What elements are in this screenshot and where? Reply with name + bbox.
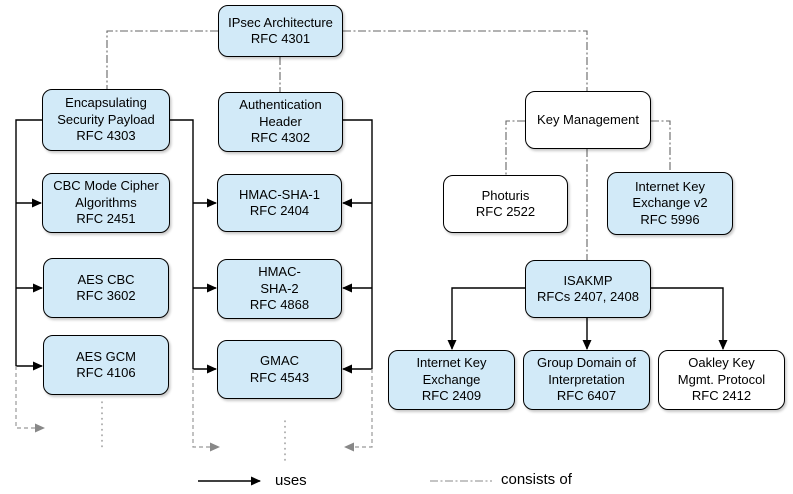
node-label-line: Algorithms: [75, 194, 137, 210]
node-gmac: [217, 340, 342, 399]
node-authentication-header: [218, 92, 343, 152]
node-group-domain-of-interpretation: [523, 350, 650, 410]
node-label-line: RFC 2404: [249, 203, 310, 218]
node-label-line: RFC 4543: [249, 369, 310, 385]
node-label-line: RFC 5996: [640, 211, 700, 227]
node-label-line: Key Management: [537, 111, 639, 127]
node-label-line: RFC 4106: [76, 365, 136, 380]
node-label-line: Exchange: [422, 371, 481, 387]
node-cbc-mode-cipher: [42, 173, 170, 233]
node-label-line: RFC 2409: [421, 388, 482, 404]
node-label-line: RFC 6407: [556, 388, 617, 404]
node-label-line: RFCs 2407, 2408: [537, 289, 639, 304]
node-label-line: Mgmt. Protocol: [677, 371, 766, 387]
node-label-line: RFC 2451: [76, 211, 136, 227]
legend-consists-of-label: consists of: [501, 471, 572, 488]
node-label-line: CBC Mode Cipher: [53, 178, 159, 194]
node-label-line: Oakley Key: [688, 355, 755, 371]
node-label-line: HMAC-SHA-1: [239, 186, 320, 202]
node-label-line: IPsec Architecture: [228, 14, 333, 30]
node-hmac-sha-1: [217, 174, 342, 232]
node-label-line: Internet Key: [416, 355, 487, 371]
node-label-line: RFC 4303: [76, 128, 136, 144]
node-label-line: Authentication: [239, 97, 322, 113]
node-label-line: AES CBC: [77, 271, 135, 287]
node-label-line: ISAKMP: [563, 272, 613, 288]
node-label-line: RFC 4302: [250, 130, 311, 146]
node-label-line: Group Domain of: [537, 355, 636, 371]
node-key-management: [525, 91, 651, 149]
node-internet-key-exchange: [388, 350, 515, 410]
node-label-line: Security Payload: [57, 111, 155, 127]
node-photuris: [443, 175, 568, 233]
continuation-dotted-lines: [102, 402, 285, 464]
node-label-line: Interpretation: [548, 371, 625, 387]
node-esp: [42, 89, 170, 151]
node-label-line: Header: [259, 113, 302, 129]
node-label-line: RFC 4301: [250, 31, 311, 46]
node-label-line: SHA-2: [260, 280, 299, 296]
node-label-line: Encapsulating: [65, 95, 147, 111]
node-label-line: RFC 3602: [76, 288, 136, 303]
node-label-line: RFC 4868: [249, 297, 310, 313]
node-internet-key-exchange-v2: [607, 172, 733, 235]
node-label-line: RFC 2412: [691, 388, 752, 404]
node-label-line: GMAC: [260, 353, 299, 368]
node-label-line: HMAC-: [258, 264, 301, 280]
node-label-line: Photuris: [481, 187, 530, 203]
node-aes-cbc: [43, 258, 169, 318]
node-label-line: AES GCM: [76, 348, 136, 364]
node-label-line: Internet Key: [634, 178, 706, 194]
legend-uses-label: uses: [275, 472, 307, 489]
node-oakley-key-mgmt-protocol: [658, 350, 785, 410]
node-isakmp: [525, 260, 651, 318]
node-ipsec-architecture: [218, 5, 343, 57]
node-hmac-sha-2: [217, 259, 342, 319]
node-label-line: Exchange v2: [632, 195, 708, 211]
node-aes-gcm: [43, 335, 169, 395]
node-label-line: RFC 2522: [475, 204, 536, 219]
